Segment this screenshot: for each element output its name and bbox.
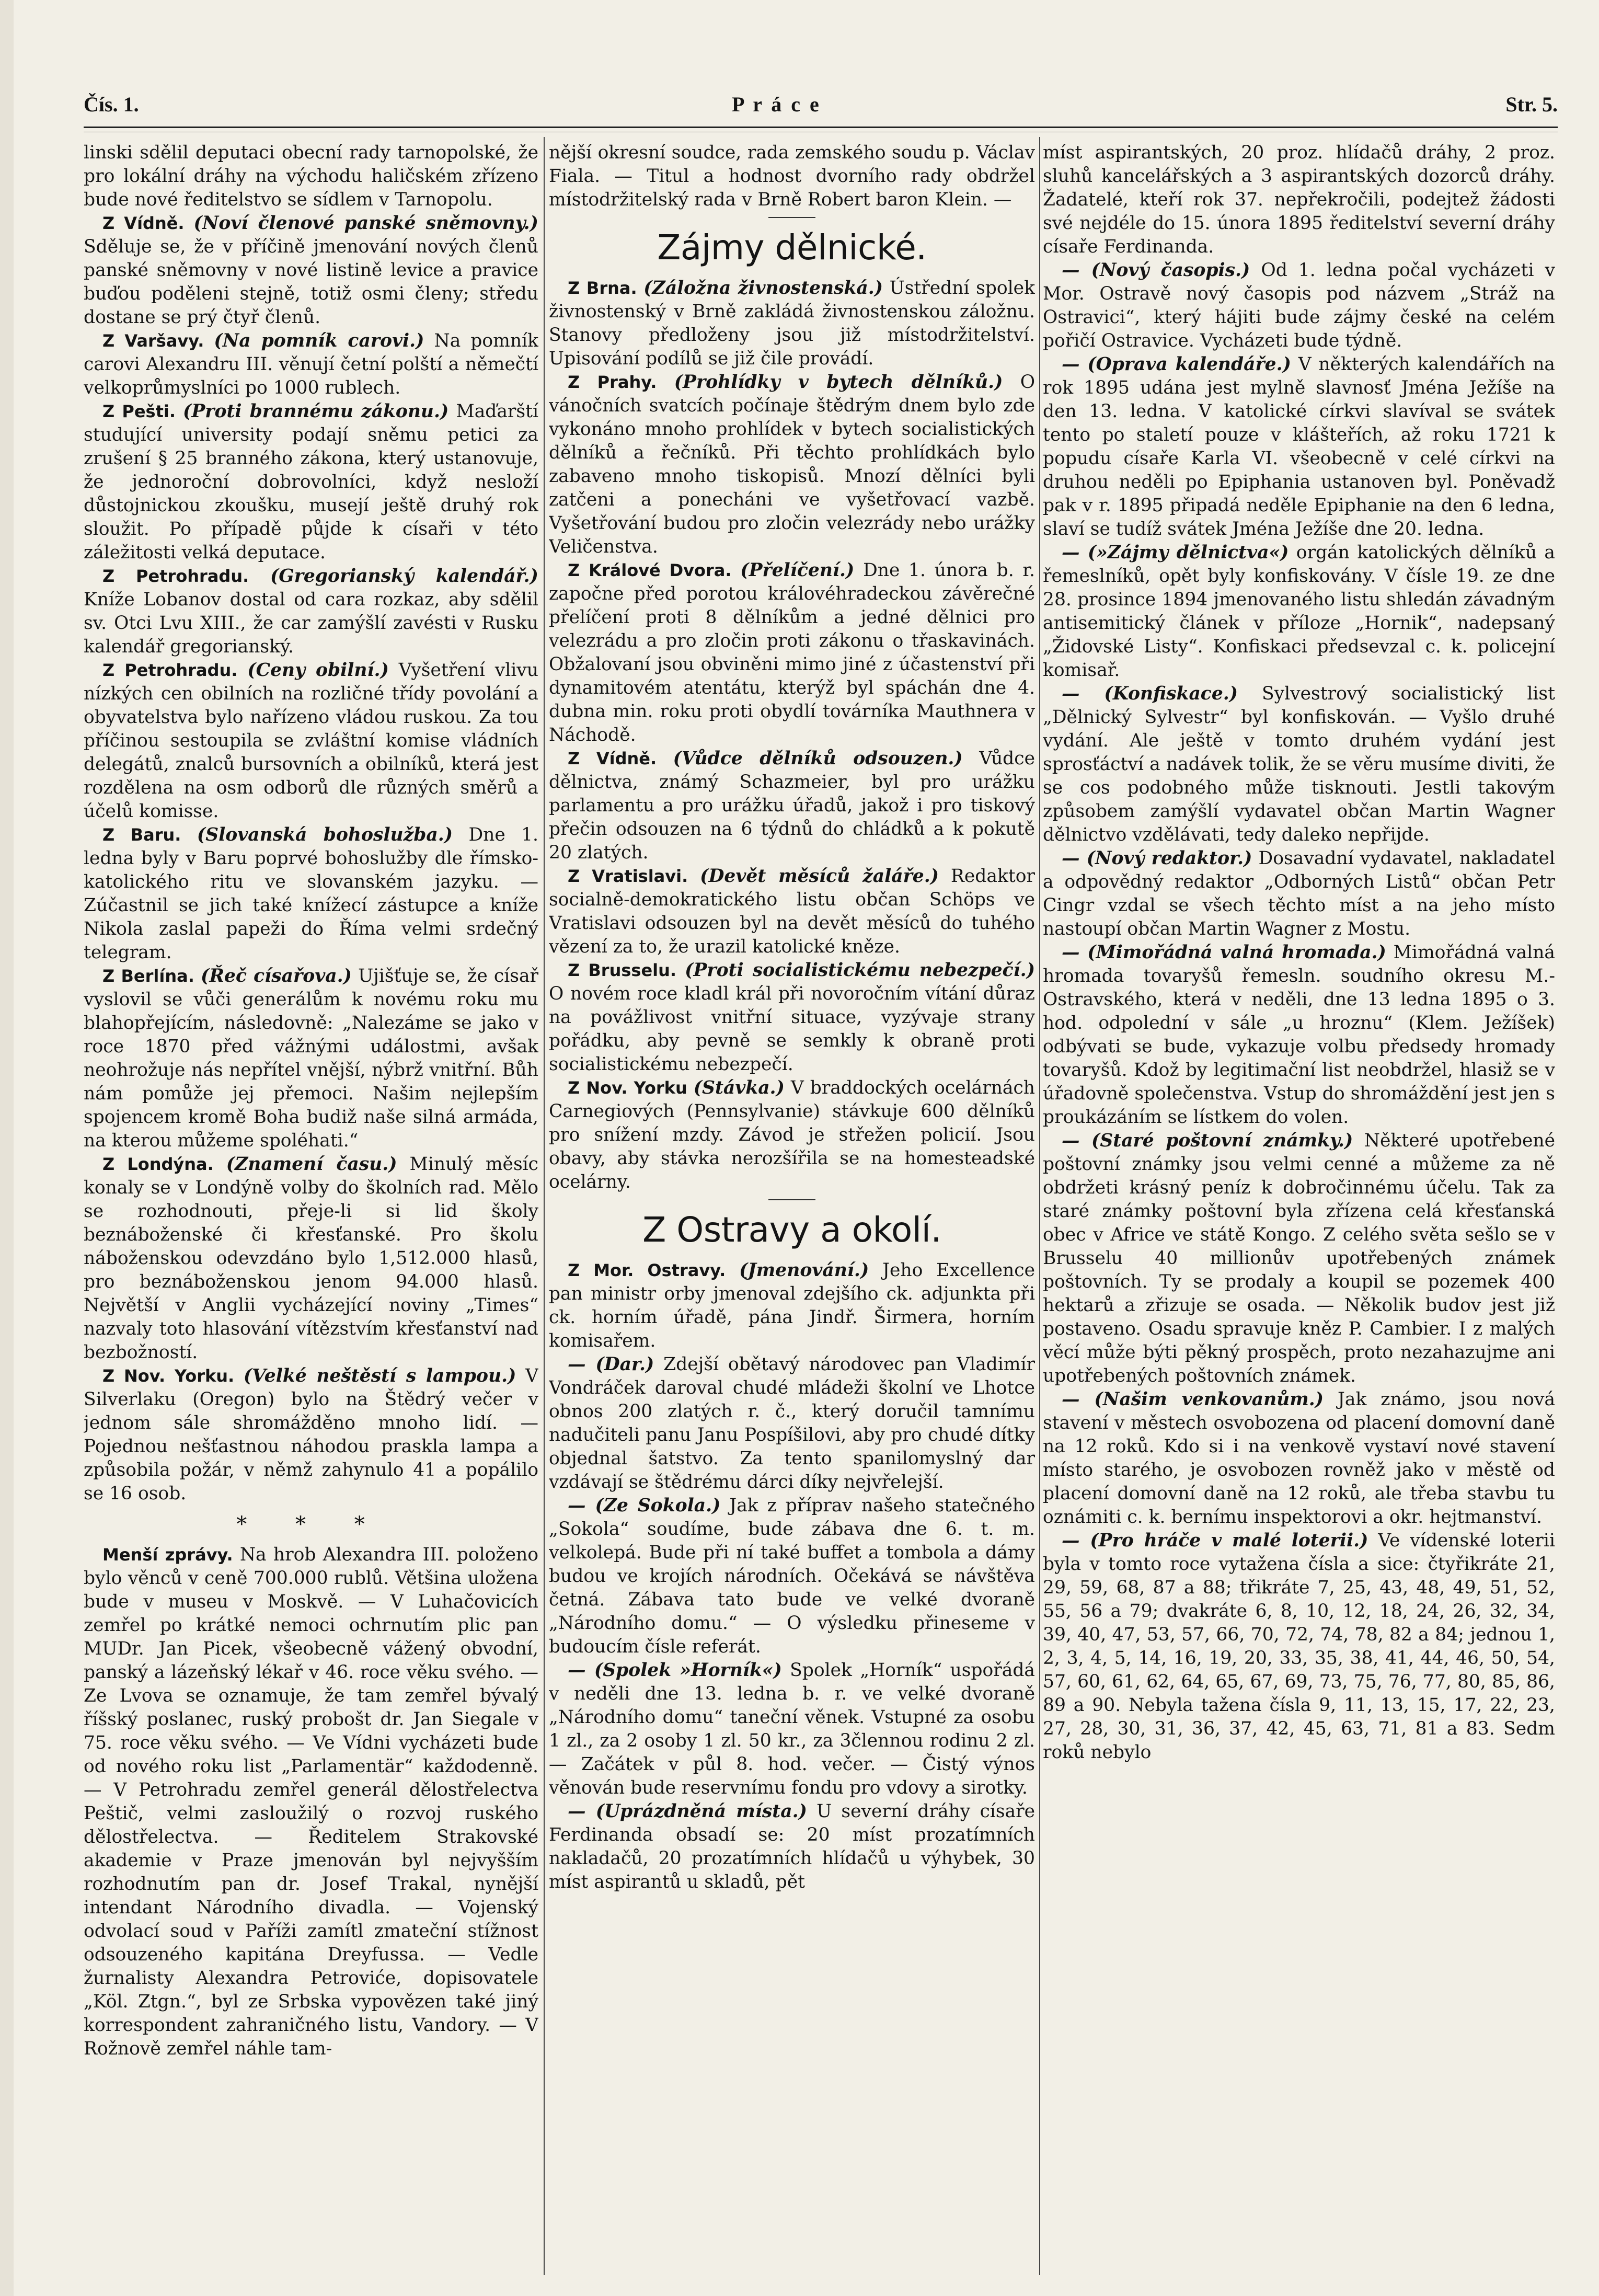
article-text: Jeho Excellence pan ministr orby jmenoval zdejšího ck. adjunkta při ck. horním úřadě, pána Jindř. Širmera, horním komisařem. bbox=[549, 1260, 1035, 1351]
article-paragraph bbox=[549, 1076, 1035, 1194]
article-text: Jak známo, jsou nová stavení v městech osvobozena od placení domovní daně na 12 roků. Kdo si i na venkově vystaví nové stavení místo starého, je osvobozen rovněž jako v městě od placení domovní daně na 12 roků, ale třeba stavbu tu oznámiti c. k. bernímu inspektorovi a okr. hejtmanství. bbox=[1043, 1389, 1555, 1528]
article-text: V braddockých ocelárnách Carnegiových (Pennsylvanie) stávkuje 600 dělníků pro snížení mzdy. Závod je střežen policií. Jsou obavy, aby stávka nerozšířila se na homesteadské ocelárny. bbox=[549, 1077, 1035, 1192]
article-text: Sylvestrový socialistický list „Dělnický Sylvestr“ byl konfiskován. — Vyšlo druhé vydání. Ale ještě v tomto druhém vydání jest sprosťáctví a nadávek tolik, že se věru musíme diviti, že se cos podobného může tisknouti. Jestli takovým způsobem zamýšlí vydavatel občan Martin Wagner dělnictvo vzdělávati, tedy daleko nepřijde. bbox=[1043, 683, 1555, 845]
article-title: (Ceny obilní.) bbox=[247, 660, 389, 681]
column-2 bbox=[549, 141, 1035, 2274]
article-title: (Stávka.) bbox=[693, 1077, 785, 1098]
article-title: (Devět měsíců žaláře.) bbox=[700, 866, 939, 887]
article-text: Kníže Lobanov dostal od cara rozkaz, aby sdělil sv. Otci Lvu XIII., že car zamýšlí zavésti v Rusku kalendář gregorianský. bbox=[84, 589, 538, 657]
section-rule bbox=[768, 217, 815, 218]
article-title: — (Oprava kalendáře.) bbox=[1062, 354, 1291, 375]
article-paragraph bbox=[549, 959, 1035, 1076]
article-text: Redaktor socialně-demokratického listu občan Schöps ve Vratislavi odsouzen byl na devět měsíců do tuhého vězení za to, že urazil katolické kněze. bbox=[549, 866, 1035, 957]
article-title: (Znamení času.) bbox=[226, 1154, 397, 1175]
article-paragraph bbox=[549, 559, 1035, 747]
article-text: V Silverlaku (Oregon) bylo na Štědrý večer v jednom sále shromážděno mnoho lidí. — Pojednou nešťastnou náhodou praskla lampa a způsobila požár, v němž zahynulo 41 a popálilo se 16 osob. bbox=[84, 1365, 538, 1504]
article-paragraph bbox=[84, 1543, 538, 2061]
article-title: (Gregorianský kalendář.) bbox=[270, 566, 538, 587]
article-paragraph bbox=[84, 823, 538, 965]
article-paragraph bbox=[549, 1259, 1035, 1353]
article-title: (Řeč císařova.) bbox=[201, 966, 352, 986]
article-title: — (Dar.) bbox=[568, 1354, 654, 1375]
article-title: — (Nový časopis.) bbox=[1062, 260, 1250, 281]
article-text: míst aspirantských, 20 proz. hlídačů dráhy, 2 proz. sluhů kancelářských a 3 aspirantských dozorců dráhy. Žadatelé, kteří rok 37. nepřekročili, podejtež žádosti své nejdéle do 15. února 1895 ředitelství severní dráhy císaře Ferdinanda. bbox=[1043, 142, 1555, 257]
article-paragraph bbox=[1043, 141, 1555, 259]
article-title: (Na pomník carovi.) bbox=[214, 330, 424, 351]
article-paragraph bbox=[549, 141, 1035, 212]
article-text: Maďarští studující university podají sněmu petici za zrušení § 25 branného zákona, který ustanovuje, že jednoroční dobrovolníci, když nesloží důstojnickou zkoušku, musejí ještě druhý rok sloužit. Po případě půjde k císaři v této záležitosti velká deputace. bbox=[84, 401, 538, 563]
article-paragraph bbox=[84, 659, 538, 823]
article-title: — (Ze Sokola.) bbox=[568, 1495, 721, 1516]
article-text: Spolek „Horník“ uspořádá v neděli dne 13. ledna b. r. ve velké dvoraně „Národního domu“ taneční věnek. Vstupné za osobu 1 zl., za 2 osoby 1 zl. 50 kr., za 3člennou rodinu 2 zl. — Začátek v půl 8. hod. večer. — Čistý výnos věnován bude reservnímu fondu pro vdovy a sirotky. bbox=[549, 1660, 1035, 1798]
article-paragraph bbox=[84, 965, 538, 1153]
article-paragraph bbox=[549, 1659, 1035, 1800]
article-paragraph bbox=[1043, 1388, 1555, 1529]
article-paragraph bbox=[1043, 1129, 1555, 1388]
page-number: Str. 5. bbox=[1505, 93, 1558, 116]
article-title: — (Našim venkovanům.) bbox=[1062, 1389, 1324, 1410]
article-paragraph bbox=[84, 565, 538, 659]
article-text: Některé upotřebené poštovní známky jsou velmi cenné a můžeme za ně obdržeti krásný peníz k dobročinnému účelu. Tak za staré známky poštovní byla zřízena celá křesťanská obec v Africe ve státě Kongo. Z celého světa sešlo se v Brusselu 40 millionův upotřebených známek poštovních. Ty se prodaly a koupil se pozemek 400 hektarů a zřizuje se osada. — Několik budov jest již postaveno. Osadu spravuje kněz P. Cambier. I z malých věcí může býti pěkný prospěch, proto nezahazujme ani upotřebených poštovních známek. bbox=[1043, 1130, 1555, 1386]
article-text: Dne 1. února b. r. započne před porotou královéhradeckou závěrečné přelíčení proti 8 dělníkům a jedné dělnici pro velezrádu a pro zločin proti zákonu o třaskavinách. Obžalovaní jsou obviněni mimo jiné z účastenství při dynamitovém atentátu, kterýž byl spáchán dne 4. dubna min. roku proti obydlí továrníka Mauthnera v Náchodě. bbox=[549, 560, 1035, 745]
article-title: — (»Zájmy dělnictva«) bbox=[1062, 542, 1289, 563]
article-place: Z Pešti. bbox=[102, 401, 176, 421]
article-place: Z Mor. Ostravy. bbox=[568, 1260, 726, 1280]
article-place: Z Baru. bbox=[102, 825, 181, 845]
article-paragraph bbox=[1043, 353, 1555, 541]
article-text: Ústřední spolek živnostenský v Brně zakládá živnostenskou záložnu. Stanovy předloženy jsou již místodržitelství. Upisování podílů se již čile provádí. bbox=[549, 278, 1035, 369]
article-text: Jak z příprav našeho statečného „Sokola“ soudíme, bude zábava dne 6. t. m. velkolepá. Bude při ní také buffet a tombola a dámy budou ve krojích národních. Očekává se návštěva četná. Zábava tato bude ve velké dvoraně „Národního domu.“ — O výsledku přineseme v budoucím čísle referát. bbox=[549, 1495, 1035, 1657]
article-text: Minulý měsíc konaly se v Londýně volby do školních rad. Mělo se rozhodnouti, přeje-li si lid školy beznáboženské či křesťanské. Pro školu náboženskou odevzdáno bylo 1,512.000 hlasů, pro beznáboženskou jenom 94.000 hlasů. Největší v Anglii vycházející noviny „Times“ nazvaly toto hlasování vítězstvím křesťanství nad bezbožností. bbox=[84, 1154, 538, 1363]
column-1 bbox=[84, 141, 538, 2274]
article-text: Na pomník carovi Alexandru III. věnují četní polští a němečtí velkoprůmyslníci po 1000 rublech. bbox=[84, 330, 538, 398]
article-title: — (Mimořádná valná hromada.) bbox=[1062, 942, 1386, 963]
article-text: Dne 1. ledna byly v Baru poprvé bohoslužby dle římsko-katolického ritu ve slovanském jazyku. — Zúčastnil se jich také knížecí zástupce a kníže Nikola zaslal papeži do Říma velmi srdečný telegram. bbox=[84, 824, 538, 963]
article-text: nější okresní soudce, rada zemského soudu p. Václav Fiala. — Titul a hodnost dvorního rady obdržel místodržitelský rada v Brně Robert baron Klein. — bbox=[549, 142, 1035, 210]
article-place: Z Nov. Yorku. bbox=[102, 1366, 235, 1386]
article-text: Vůdce dělnictva, známý Schazmeier, byl pro urážku parlamentu a pro urážku úřadů, jakož i pro tiskový přečin odsouzen na 6 týdnů do chládků a k pokutě 20 zlatých. bbox=[549, 748, 1035, 863]
article-text: Ve vídenské loterii byla v tomto roce vytažena čísla a sice: čtyřikráte 21, 29, 59, 68, 87 a 88; třikráte 7, 25, 43, 48, 49, 51, 52, 55, 56 a 79; dvakráte 6, 8, 10, 12, 18, 24, 26, 32, 34, 39, 40, 47, 53, 57, 66, 70, 72, 74, 78, 82 a 84; jednou 1, 2, 3, 4, 5, 14, 16, 19, 20, 33, 35, 38, 41, 44, 46, 50, 54, 57, 60, 61, 62, 64, 65, 67, 69, 73, 75, 76, 77, 80, 85, 86, 89 a 90. Nebyla tažena čísla 9, 11, 13, 15, 17, 22, 23, 27, 28, 30, 31, 36, 37, 42, 45, 63, 71, 81 a 83. Sedm roků nebylo bbox=[1043, 1530, 1555, 1763]
newspaper-title: P r á c e bbox=[732, 93, 821, 116]
article-paragraph bbox=[84, 212, 538, 329]
article-title: (Proti brannému zákonu.) bbox=[183, 401, 449, 422]
section-rule bbox=[768, 1199, 815, 1200]
article-title: (Přelíčení.) bbox=[740, 560, 855, 581]
article-place: Z Vídně. bbox=[568, 749, 657, 768]
article-text: Dosavadní vydavatel, nakladatel a odpovědný redaktor „Odborných Listů“ občan Petr Cingr vzdal se všech těchto míst a na jeho místo nastoupí občan Martin Wagner z Mostu. bbox=[1043, 848, 1555, 939]
article-paragraph bbox=[549, 1800, 1035, 1894]
article-place: Z Brna. bbox=[568, 278, 637, 298]
article-place: Menší zprávy. bbox=[102, 1545, 233, 1565]
article-paragraph bbox=[84, 1153, 538, 1364]
section-heading: Zájmy dělnické. bbox=[657, 227, 927, 268]
article-text: Zdejší obětavý národovec pan Vladimír Vondráček daroval chudé mládeži školní ve Lhotce obnos 200 zlatých r. č., který doručil tamnímu nadučiteli panu Janu Pospíšilovi, aby pro chudé dítky objednal šatstvo. Za tento spanilomyslný dar vzdávají se štědrému dárci díky nejvřelejší. bbox=[549, 1354, 1035, 1493]
article-paragraph bbox=[549, 277, 1035, 371]
article-text: Vyšetření vlivu nízkých cen obilních na rozličné třídy povolání a obyvatelstva bylo nařízeno vládou ruskou. Za tou příčinou sestoupila se zvláštní komise vládních delegátů, znalců bursovních a obilníků, která jest rozdělena na osm odborů dle různých směrů a účelů komisse. bbox=[84, 660, 538, 822]
article-paragraph bbox=[549, 747, 1035, 865]
issue-number: Čís. 1. bbox=[84, 93, 139, 116]
article-title: (Vůdce dělníků odsouzen.) bbox=[673, 748, 963, 769]
article-text: Mimořádná valná hromada tovaryšů řemesln. soudního okresu M.-Ostravského, která v neděli, dne 13 ledna 1895 o 3. hod. odpolední v sále „u hroznu“ (Klem. Ježíšek) odbývati se bude, vykazuje volbu předsedy hromady tovaryšů. Kdož by legitimační list neobdržel, hlasiž se v úřadovně společenstva. Vstup do shromáždění jest jen s proukázáním se lístkem do volen. bbox=[1043, 942, 1555, 1128]
article-text: Od 1. ledna počal vycházeti v Mor. Ostravě nový časopis pod názvem „Stráž na Ostravici“, který hájiti bude zájmy české na celém pořičí Ostravice. Vycházeti bude týdně. bbox=[1043, 260, 1555, 351]
article-title: — (Pro hráče v malé loterii.) bbox=[1062, 1530, 1368, 1551]
article-text: orgán katolických dělníků a řemeslníků, opět byly konfiskovány. V čísle 19. ze dne 28. prosince 1894 jmenovaného listu shledán závadným antisemitický článek v příloze „Hornik“, nadepsaný „Židovské Listy“. Konfiskaci předsevzal c. k. policejní komisař. bbox=[1043, 542, 1555, 681]
article-place: Z Petrohradu. bbox=[102, 660, 238, 680]
article-place: Z Petrohradu. bbox=[102, 566, 249, 586]
article-title: (Noví členové panské sněmovny.) bbox=[193, 213, 538, 234]
article-title: — (Uprázdněná místa.) bbox=[568, 1801, 807, 1822]
article-paragraph bbox=[84, 1364, 538, 1506]
page-header bbox=[84, 92, 1558, 123]
article-paragraph bbox=[1043, 259, 1555, 353]
article-title: (Velké neštěstí s lampou.) bbox=[243, 1365, 516, 1386]
article-place: Z Prahy. bbox=[568, 372, 657, 392]
header-rule bbox=[84, 127, 1558, 128]
article-paragraph bbox=[1043, 682, 1555, 847]
article-title: — (Staré poštovní známky.) bbox=[1062, 1130, 1353, 1151]
article-text: V některých kalendářích na rok 1895 udána jest mylně slavnosť Jména Ježíše na den 13. ledna. V katolické církvi slavíval se svátek tento po staletí pouze v klášteřích, až roku 1721 k popudu císaře Karla VI. všeobecně v celé církvi na druhou neděli po Epiphania ustanoven byl. Poněvadž pak v r. 1895 připadá neděle Epiphanie na den 6 ledna, slaví se tudíž svátek Jména Ježíše dne 20. ledna. bbox=[1043, 354, 1555, 539]
article-text: O novém roce kladl král při novoročním vítání důraz na povážlivost vnitřní situace, vyzývaje strany pořádku, aby pevně se semkly k obraně proti socialistickému nebezpečí. bbox=[549, 983, 1035, 1075]
section-heading: Z Ostravy a okolí. bbox=[642, 1210, 941, 1250]
article-title: — (Nový redaktor.) bbox=[1062, 848, 1252, 869]
article-place: Z Vídně. bbox=[102, 213, 185, 233]
article-paragraph bbox=[84, 141, 538, 212]
article-title: (Záložna živnostenská.) bbox=[643, 278, 883, 299]
column-divider bbox=[544, 137, 545, 2275]
article-place: Z Králové Dvora. bbox=[568, 560, 732, 580]
article-paragraph bbox=[549, 371, 1035, 559]
article-text: Sděluje se, že v příčině jmenování nových členů panské sněmovny v nové listině levice a pravice buďou poděleni stejně, totiž osmi členy; středu dostane se prý čtyř členů. bbox=[84, 236, 538, 328]
article-paragraph bbox=[1043, 941, 1555, 1129]
page-edge-shadow bbox=[0, 0, 14, 2296]
article-title: (Jmenování.) bbox=[739, 1260, 869, 1281]
article-title: (Slovanská bohoslužba.) bbox=[197, 824, 453, 845]
article-place: Z Vratislavi. bbox=[568, 866, 688, 886]
article-title: (Proti socialistickému nebezpečí.) bbox=[685, 960, 1035, 981]
article-text: Ujišťuje se, že císař vyslovil se vůči generálům k novému roku mu blahopřejícím, následovně: „Nalezáme se jako v roce 1870 před vážnými událostmi, avšak neohrožuje nás nepřítel vnější, nýbrž vnitřní. Bůh nám pomůže jej přemoci. Našim nejlepším spojencem kromě Boha budiž naše silná armáda, na kterou můžeme spoléhati.“ bbox=[84, 966, 538, 1151]
article-paragraph bbox=[549, 865, 1035, 959]
article-text: linski sdělil deputaci obecní rady tarnopolské, že pro lokální dráhy na východu haličském zřízeno bude nové ředitelstvo se sídlem v Tarnopolu. bbox=[84, 142, 538, 210]
article-paragraph bbox=[1043, 1529, 1555, 1764]
column-divider bbox=[1039, 137, 1040, 2275]
article-place: Z Berlína. bbox=[102, 966, 194, 986]
article-place: Z Varšavy. bbox=[102, 331, 204, 351]
article-paragraph bbox=[1043, 541, 1555, 682]
article-paragraph bbox=[84, 329, 538, 400]
article-paragraph bbox=[84, 400, 538, 565]
article-place: Z Nov. Yorku bbox=[568, 1078, 687, 1098]
article-text: Na hrob Alexandra III. položeno bylo věnců v ceně 700.000 rublů. Většina uložena bude v museu v Moskvě. — V Luhačovicích zemřel po krátké nemoci ochrnutím plic pan MUDr. Jan Picek, všeobecně vážený obvodní, panský a lázeňský lékař v 46. roce věku svého. — Ze Lvova se oznamuje, že tam zemřel bývalý říšský poslanec, ruský probošt dr. Jan Siegale v 75. roce věku svého. — Ve Vídni vycházeti bude od nového roku list „Parlamentär“ každodenně. — V Petrohradu zemřel generál dělostřelectva Peštič, velmi zasloužilý o rozvoj ruského dělostřelectva. — Ředitelem Strakovské akademie v Praze jmenován byl nejvyšším rozhodnutím pan dr. Josef Trakal, nynější intendant Národního divadla. — Vojenský odvolací soud v Paříži zamítl zmateční stížnost odsouzeného kapitána Dreyfussa. — Vedle žurnalisty Alexandra Petroviće, dopisovatele „Köl. Ztgn.“, byl ze Srbska vypovězen také jiný korrespondent zahraničného listu, Vandory. — V Rožnově zemřel náhle tam- bbox=[84, 1544, 538, 2059]
article-place: Z Brusselu. bbox=[568, 960, 677, 980]
article-paragraph bbox=[549, 1353, 1035, 1494]
article-text: U severní dráhy císaře Ferdinanda obsadí se: 20 míst prozatímních nakladačů, 20 prozatímních hlídačů u výhybek, 30 míst aspirantů u skladů, pět bbox=[549, 1801, 1035, 1892]
article-title: — (Konfiskace.) bbox=[1062, 683, 1238, 704]
section-separator: * * * bbox=[236, 1512, 386, 1536]
article-title: — (Spolek »Horník«) bbox=[568, 1660, 782, 1681]
article-paragraph bbox=[549, 1494, 1035, 1659]
column-3 bbox=[1043, 141, 1555, 2274]
article-title: (Prohlídky v bytech dělníků.) bbox=[674, 372, 1003, 393]
article-paragraph bbox=[1043, 847, 1555, 941]
article-place: Z Londýna. bbox=[102, 1154, 214, 1174]
article-text: O vánočních svatcích počínaje štědrým dnem bylo zde vykonáno mnoho prohlídek v bytech socialistických dělníků a řečníků. Při těchto prohlídkách bylo zabaveno mnoho tiskopisů. Mnozí dělníci byli zatčeni a ponecháni ve vyšetřovací vazbě. Vyšetřování budou pro zločin velezrády nebo urážky Veličenstva. bbox=[549, 372, 1035, 557]
